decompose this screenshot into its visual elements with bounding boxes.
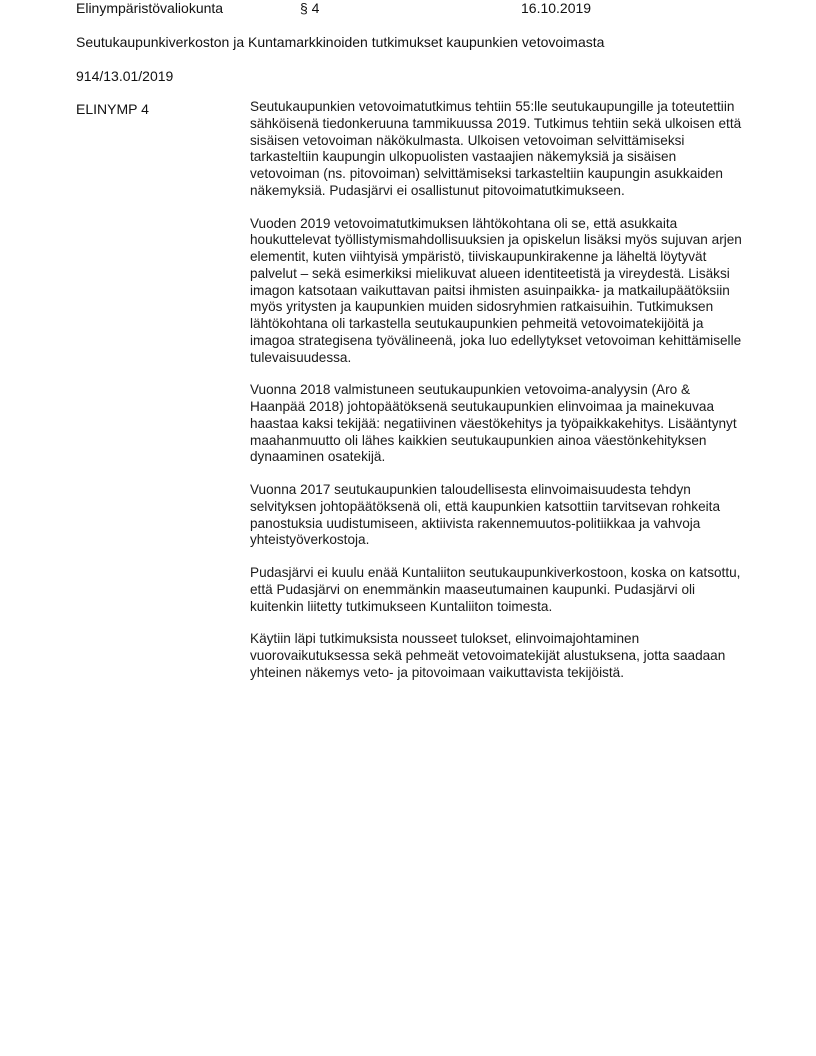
agenda-code: ELINYMP 4 [76, 101, 149, 117]
document-title: Seutukaupunkiverkoston ja Kuntamarkkinoiden tutkimukset kaupunkien vetovoimasta [76, 34, 605, 50]
section-number: § 4 [300, 0, 320, 16]
meeting-date: 16.10.2019 [521, 0, 592, 16]
body-paragraph: Käytiin läpi tutkimuksista nousseet tulokset, elinvoimajohtaminen vuorovaikutuksessa sekä pehmeät vetovoimatekijät alustuksena, jotta saadaan yhteinen näkemys veto- ja pitovoimaan vaikuttavista tekijöistä. [250, 631, 726, 680]
reference-number: 914/13.01/2019 [76, 68, 174, 84]
committee-name: Elinympäristövaliokunta [76, 0, 224, 16]
body-paragraph: Vuonna 2018 valmistuneen seutukaupunkien vetovoima-analyysin (Aro & Haanpää 2018) johtopäätöksenä seutukaupunkien elinvoimaa ja mainekuvaa haastaa kaksi tekijää: negatiivinen väestökehitys ja työpaikkakehitys. Lisääntynyt maahanmuutto oli lähes kaikkien seutukaupunkien ainoa väestönkehityksen dynaaminen osatekijä. [250, 382, 737, 465]
body-paragraph: Vuonna 2017 seutukaupunkien taloudellisesta elinvoimaisuudesta tehdyn selvityksen johtopäätöksenä oli, että kaupunkien katsottiin tarvitsevan rohkeita panostuksia uudistumiseen, aktiivista rakennemuutos-politiikkaa ja vahvoja yhteistyöverkostoja. [250, 482, 721, 548]
document-body [250, 99, 744, 698]
body-paragraph: Seutukaupunkien vetovoimatutkimus tehtiin 55:lle seutukaupungille ja toteutettiin sähköisenä tiedonkeruuna tammikuussa 2019. Tutkimus tehtiin sekä ulkoisen että sisäisen vetovoiman näkökulmasta. Ulkoisen vetovoiman selvittämiseksi tarkasteltiin kaupungin ulkopuolisten vastaajien näkemyksiä ja sisäisen vetovoiman (ns. pitovoiman) selvittämiseksi tarkasteltiin kaupungin asukkaiden näkemyksiä. Pudasjärvi ei osallistunut pitovoimatutkimukseen. [250, 99, 742, 198]
body-paragraph: Vuoden 2019 vetovoimatutkimuksen lähtökohtana oli se, että asukkaita houkuttelevat työllistymismahdollisuuksien ja opiskelun lisäksi myös sujuvan arjen elementit, kuten viihtyisä ympäristö, tiiviskaupunkirakenne ja läheltä löytyvät palvelut – sekä esimerkiksi mielikuvat alueen identiteetistä ja vireydestä. Lisäksi imagon katsotaan vaikuttavan paitsi ihmisten asuinpaikka- ja matkailupäätöksiin myös yritysten ja kaupunkien muiden sidosryhmien ratkaisuihin. Tutkimuksen lähtökohtana oli tarkastella seutukaupunkien pehmeitä vetovoimatekijöitä ja imagoa strategisena työvälineenä, joka luo edellytykset vetovoiman kehittämiselle tulevaisuudessa. [250, 215, 742, 365]
body-paragraph: Pudasjärvi ei kuulu enää Kuntaliiton seutukaupunkiverkostoon, koska on katsottu, että Pudasjärvi on enemmänkin maaseutumainen kaupunki. Pudasjärvi oli kuitenkin liitetty tutkimukseen Kuntaliiton toimesta. [250, 565, 741, 614]
